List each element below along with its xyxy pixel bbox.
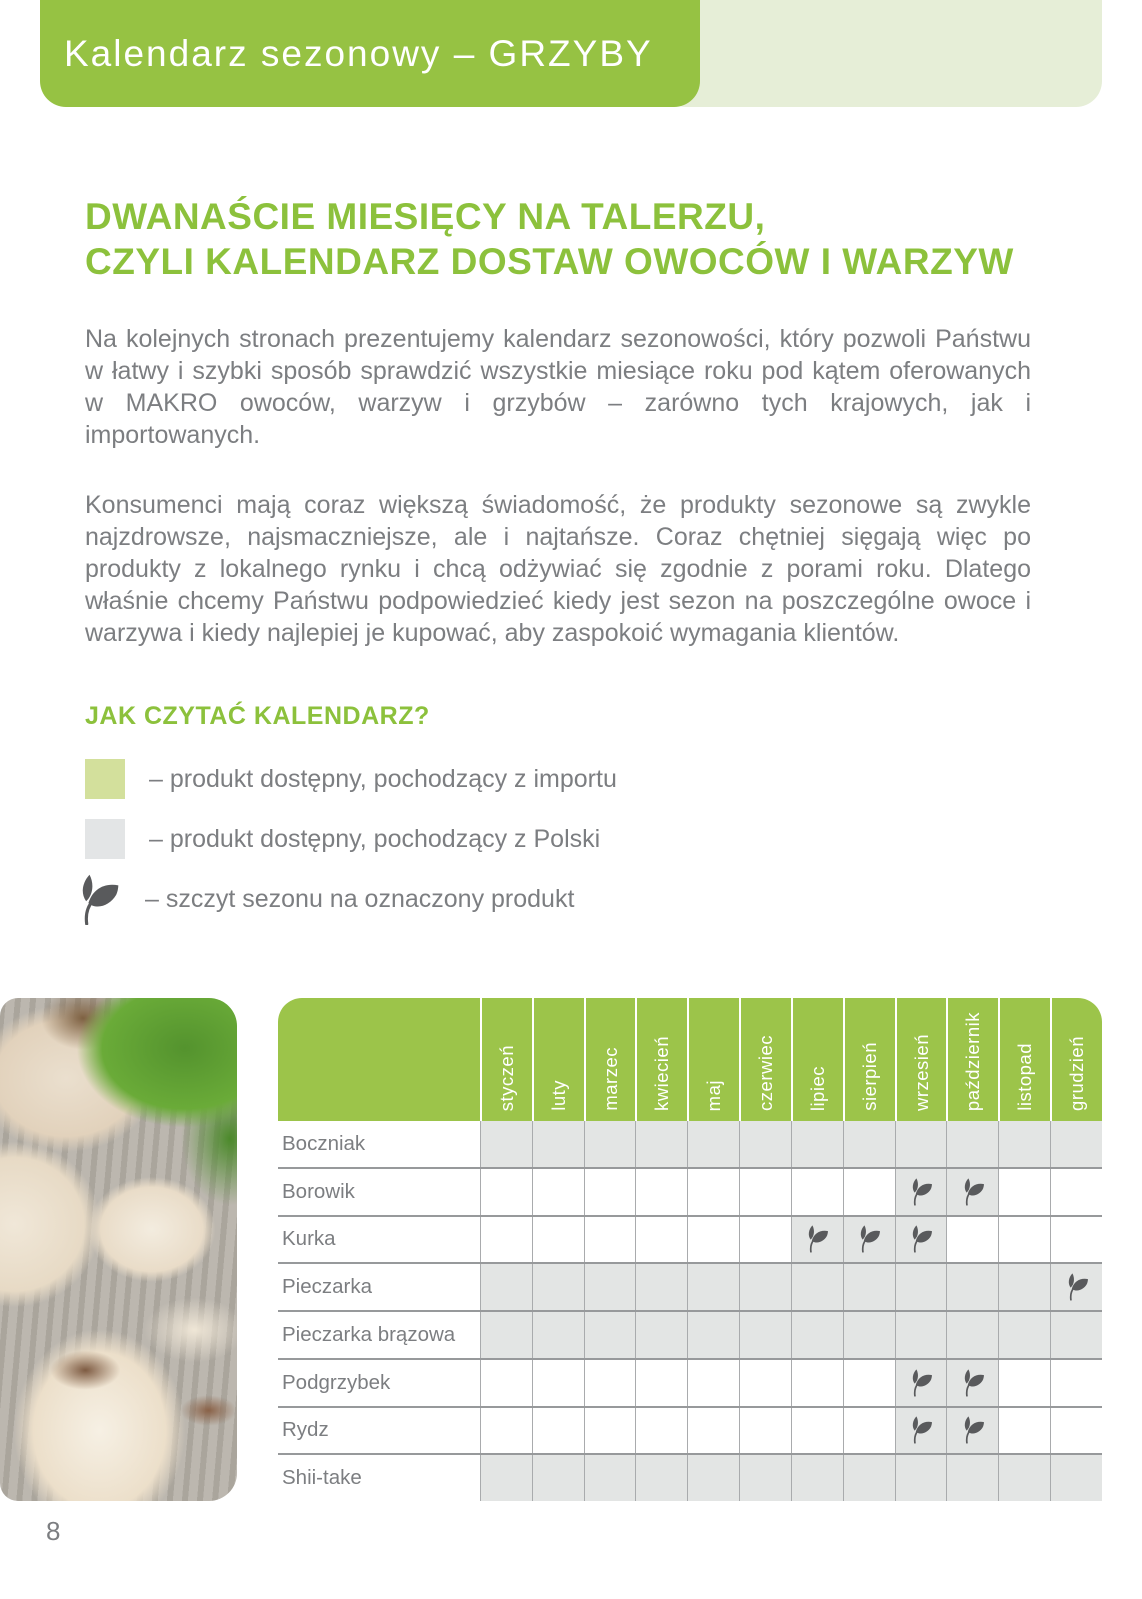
peak-season-leaf-icon [908,1177,934,1205]
calendar-cell [480,1169,532,1215]
month-header-lipiec [791,998,843,1121]
month-header-maj [687,998,739,1121]
calendar-cell [687,1121,739,1167]
month-header-label: sierpień [858,1042,880,1111]
month-header-sierpień [843,998,895,1121]
calendar-cell [1050,1312,1102,1358]
calendar-cell [480,1312,532,1358]
row-label: Pieczarka [282,1275,373,1299]
legend-heading: JAK CZYTAĆ KALENDARZ? [85,702,430,730]
calendar-cell [1050,1217,1102,1263]
month-header-wrzesień [895,998,947,1121]
calendar-cell [584,1312,636,1358]
calendar-cell [895,1360,947,1406]
calendar-cell [584,1264,636,1310]
header-banner [40,0,700,107]
calendar-body [278,1121,1102,1501]
calendar-cell [843,1408,895,1454]
calendar-cell [998,1121,1050,1167]
header-pale-band [660,0,1102,107]
calendar-cell [791,1217,843,1263]
calendar-cell [791,1264,843,1310]
calendar-cell [843,1217,895,1263]
import-swatch [85,759,125,799]
calendar-cell [687,1217,739,1263]
calendar-cell [843,1360,895,1406]
table-row [278,1455,1102,1501]
calendar-cell [635,1455,687,1501]
calendar-cell [480,1455,532,1501]
section-heading-line1: DWANAŚCIE MIESIĘCY NA TALERZU, [85,196,766,237]
legend-item-poland [85,817,785,861]
calendar-cell [687,1455,739,1501]
calendar-cell [532,1169,584,1215]
calendar-cell [532,1312,584,1358]
section-heading-line2: CZYLI KALENDARZ DOSTAW OWOCÓW I WARZYW [85,241,1014,282]
calendar-cell [480,1121,532,1167]
table-row [278,1217,1102,1265]
legend-item-peak [85,877,785,921]
calendar-cell [635,1360,687,1406]
calendar-cell [791,1312,843,1358]
calendar-cell [739,1312,791,1358]
month-header-grudzień [1050,998,1102,1121]
row-label: Boczniak [282,1131,366,1155]
calendar-cell [791,1408,843,1454]
row-label: Shii-take [282,1466,362,1490]
legend-item-label: – produkt dostępny, pochodzący z Polski [149,824,601,853]
calendar-cell [946,1264,998,1310]
table-row [278,1360,1102,1408]
calendar-cell [532,1264,584,1310]
calendar-cell [895,1455,947,1501]
calendar-cell [532,1217,584,1263]
calendar-cell [739,1360,791,1406]
calendar-cell [998,1169,1050,1215]
calendar-cell [584,1121,636,1167]
calendar-cell [895,1169,947,1215]
calendar-cell [946,1121,998,1167]
peak-season-leaf-icon [960,1416,986,1444]
calendar-cell [998,1455,1050,1501]
table-row [278,1169,1102,1217]
calendar-cell [687,1408,739,1454]
calendar-cell [998,1264,1050,1310]
calendar-cell [739,1455,791,1501]
calendar-cell [946,1455,998,1501]
month-header-październik [946,998,998,1121]
intro-paragraph-1: Na kolejnych stronach prezentujemy kalendarz sezonowości, który pozwoli Państwu w łatwy i szybki sposób sprawdzić wszystkie miesiące roku pod kątem oferowanych w MAKRO owoców, warzyw i grzybów – zarówno tych krajowych, jak i importowanych. [85,325,1031,449]
calendar-cell [480,1264,532,1310]
calendar-cell [791,1360,843,1406]
row-label: Podgrzybek [282,1370,391,1394]
calendar-cell [584,1169,636,1215]
calendar-cell [532,1360,584,1406]
calendar-cell [998,1312,1050,1358]
table-row [278,1312,1102,1360]
calendar-cell [1050,1408,1102,1454]
month-header-czerwiec [739,998,791,1121]
calendar-cell [739,1121,791,1167]
calendar-cell [635,1264,687,1310]
calendar-cell [1050,1360,1102,1406]
calendar-cell [946,1169,998,1215]
calendar-cell [843,1169,895,1215]
table-row [278,1121,1102,1169]
month-header-label: kwiecień [651,1036,673,1111]
calendar-cell [946,1217,998,1263]
calendar-cell [895,1121,947,1167]
month-header-kwiecień [635,998,687,1121]
calendar-cell [584,1455,636,1501]
calendar-cell [791,1455,843,1501]
month-header-marzec [584,998,636,1121]
peak-season-leaf-icon [73,873,123,925]
row-label: Borowik [282,1179,355,1203]
month-header-label: marzec [599,1047,621,1111]
calendar-cell [635,1312,687,1358]
month-header-label: maj [703,1079,725,1111]
intro-paragraph-2: Konsumenci mają coraz większą świadomość, że produkty sezonowe są zwykle najzdrowsze, najsmaczniejsze, ale i najtańsze. Coraz chętniej sięgają więc po produkty z lokalnego rynku i chcą odżywiać się zgodnie z porami roku. Dlatego właśnie chcemy Państwu podpowiedzieć kiedy jest sezon na poszczególne owoce i warzywa i kiedy najlepiej je kupować, aby zaspokoić wymagania klientów. [85,491,1031,647]
calendar-header-row [278,998,1102,1121]
calendar-cell [791,1121,843,1167]
peak-season-leaf-icon [908,1225,934,1253]
row-label: Rydz [282,1418,329,1442]
legend-item-label: – szczyt sezonu na oznaczony produkt [145,884,575,913]
month-header-label: lipiec [806,1065,828,1111]
calendar-cell [635,1217,687,1263]
month-header-label: wrzesień [910,1034,932,1111]
calendar-cell [998,1360,1050,1406]
month-header-label: czerwiec [755,1035,777,1111]
calendar-cell [895,1312,947,1358]
table-row [278,1408,1102,1456]
calendar-cell [635,1169,687,1215]
calendar-header-spacer [278,998,480,1121]
calendar-cell [739,1408,791,1454]
calendar-cell [998,1217,1050,1263]
peak-season-leaf-icon [908,1416,934,1444]
month-header-label: grudzień [1066,1036,1088,1111]
calendar-cell [687,1360,739,1406]
calendar-cell [895,1408,947,1454]
calendar-cell [480,1360,532,1406]
calendar-cell [687,1312,739,1358]
calendar-cell [584,1217,636,1263]
calendar-cell [843,1455,895,1501]
calendar-cell [843,1312,895,1358]
calendar-cell [1050,1264,1102,1310]
calendar-cell [739,1217,791,1263]
month-header-label: luty [547,1080,569,1111]
poland-swatch [85,819,125,859]
calendar-cell [480,1408,532,1454]
calendar-cell [532,1121,584,1167]
page-title: Kalendarz sezonowy – GRZYBY [64,32,653,74]
calendar-cell [687,1169,739,1215]
table-row [278,1264,1102,1312]
calendar-cell [843,1121,895,1167]
calendar-cell [635,1408,687,1454]
month-header-label: październik [962,1011,984,1111]
peak-season-leaf-icon [960,1368,986,1396]
page-number: 8 [46,1516,61,1546]
section-heading [85,194,1065,284]
legend [85,702,785,937]
calendar-cell [791,1169,843,1215]
month-header-luty [532,998,584,1121]
peak-season-leaf-icon [1064,1273,1090,1301]
calendar-cell [687,1264,739,1310]
calendar-cell [895,1217,947,1263]
calendar-cell [946,1312,998,1358]
peak-season-leaf-icon [856,1225,882,1253]
legend-item-import [85,757,785,801]
row-label: Kurka [282,1227,336,1251]
calendar-cell [584,1360,636,1406]
peak-season-leaf-icon [804,1225,830,1253]
month-header-listopad [998,998,1050,1121]
calendar-cell [1050,1121,1102,1167]
month-header-label: listopad [1014,1043,1036,1111]
seasonal-calendar-table [278,998,1102,1501]
calendar-cell [635,1121,687,1167]
calendar-cell [946,1360,998,1406]
calendar-cell [532,1455,584,1501]
calendar-cell [1050,1455,1102,1501]
calendar-cell [584,1408,636,1454]
peak-season-leaf-icon [960,1177,986,1205]
calendar-cell [532,1408,584,1454]
month-header-styczeń [480,998,532,1121]
row-label: Pieczarka brązowa [282,1322,456,1346]
legend-item-label: – produkt dostępny, pochodzący z importu [149,764,617,793]
calendar-cell [998,1408,1050,1454]
month-header-label: styczeń [495,1044,517,1111]
mushrooms-photo [0,998,237,1501]
calendar-cell [843,1264,895,1310]
peak-season-leaf-icon [908,1368,934,1396]
calendar-cell [739,1169,791,1215]
calendar-cell [946,1408,998,1454]
calendar-cell [739,1264,791,1310]
calendar-cell [480,1217,532,1263]
calendar-cell [1050,1169,1102,1215]
calendar-cell [895,1264,947,1310]
